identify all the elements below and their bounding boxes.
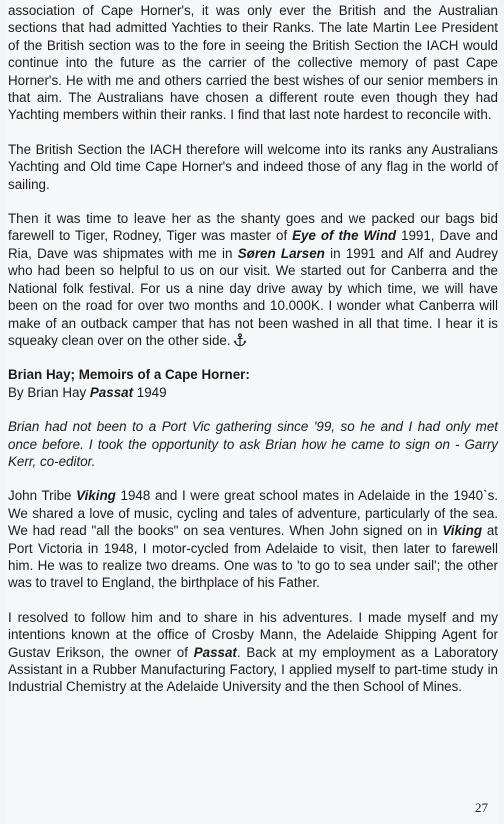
ship-name-soren-larsen: Søren Larsen	[237, 245, 325, 261]
ship-name-passat: Passat	[193, 644, 237, 660]
anchor-icon	[233, 333, 247, 347]
paragraph-leaving-for-canberra	[8, 210, 498, 349]
paragraph-resolved-to-follow	[8, 609, 498, 696]
byline-prefix: By Brian Hay	[8, 384, 90, 400]
editor-intro: Brian had not been to a Port Vic gathering since '99, so he and I had only met once before. I took the opportunity to ask Brian how he came to sign on - Garry Kerr, co-editor.	[8, 419, 498, 469]
byline-ship-passat: Passat	[89, 384, 134, 400]
paragraph-british-section-welcome: The British Section the IACH therefore will welcome into its ranks any Australians Yachting and Old time Cape Horner's and indeed those of any flag in the world of sailing.	[8, 141, 498, 192]
text-segment: John Tribe	[8, 488, 77, 504]
text-segment: Then it was time to leave her as the shanty goes and we packed our bags bid farewell to Tiger, Rodney, Tiger was master of	[8, 211, 498, 244]
article-header	[8, 366, 498, 401]
ship-name-eye-of-the-wind: Eye of the Wind	[292, 228, 397, 244]
text-segment: I resolved to follow him and to share in his adventures. I made myself and my intentions known at the office of Crosby Mann, the Adelaide Shipping Agent for Gustav Erikson, the owner of	[8, 609, 498, 660]
text-segment: at Port Victoria in 1948, I motor-cycled from Adelaide to visit, then later to farewell him. He was to realize two dreams. One was to 'to go to sea under sail'; the other was to travel to England, the birthplace of his Father.	[8, 523, 499, 591]
document-page	[5, 0, 499, 824]
paragraph-john-tribe	[8, 487, 498, 591]
paragraph-cape-horners-association: association of Cape Horner's, it was only ever the British and the Australian sections that had admitted Yachties to their Ranks. The late Martin Lee President of the British section was to the fore in seeing the British Section the IACH would continue into the future as the carrier of the collective memory of past Cape Horner's. He with me and others carried the best wishes of our senior members in that aim. The Australians have chosen a different route even though they had Yachting members within their ranks. I find that last note hardest to reconcile with.	[8, 3, 498, 123]
text-segment: 1991, Dave and Ria, Dave was shipmates with me in	[8, 228, 498, 261]
byline-year: 1949	[133, 384, 167, 400]
page-number: 27	[475, 800, 488, 815]
text-segment: in 1991 and Alf and Audrey who had been so helpful to us on our visit. We started out for Canberra and the National folk festival. For us a nine day drive away by which time, we will have been on the road for over two months and 10.000K. I wonder what Canberra will make of an outback camper that has not been washed in all that time. I hear it is squeaky clean over on the other side.	[8, 245, 498, 348]
article-heading: Brian Hay; Memoirs of a Cape Horner:	[8, 367, 250, 383]
text-segment: . Back at my employment as a Laboratory Assistant in a Rubber Manufacturing Factory, I applied myself to part-time study in Industrial Chemistry at the Adelaide University and the then School of Mines.	[8, 644, 499, 695]
ship-name-viking: Viking	[442, 523, 482, 539]
text-segment: 1948 and I were great school mates in Adelaide in the 1940`s. We shared a love of music, cycling and tales of adventure, particularly of the sea. We had read "all the books" on sea ventures. When John signed on in	[8, 488, 498, 539]
document-body	[8, 2, 498, 713]
ship-name-viking: Viking	[76, 488, 116, 504]
article-byline	[8, 384, 498, 401]
